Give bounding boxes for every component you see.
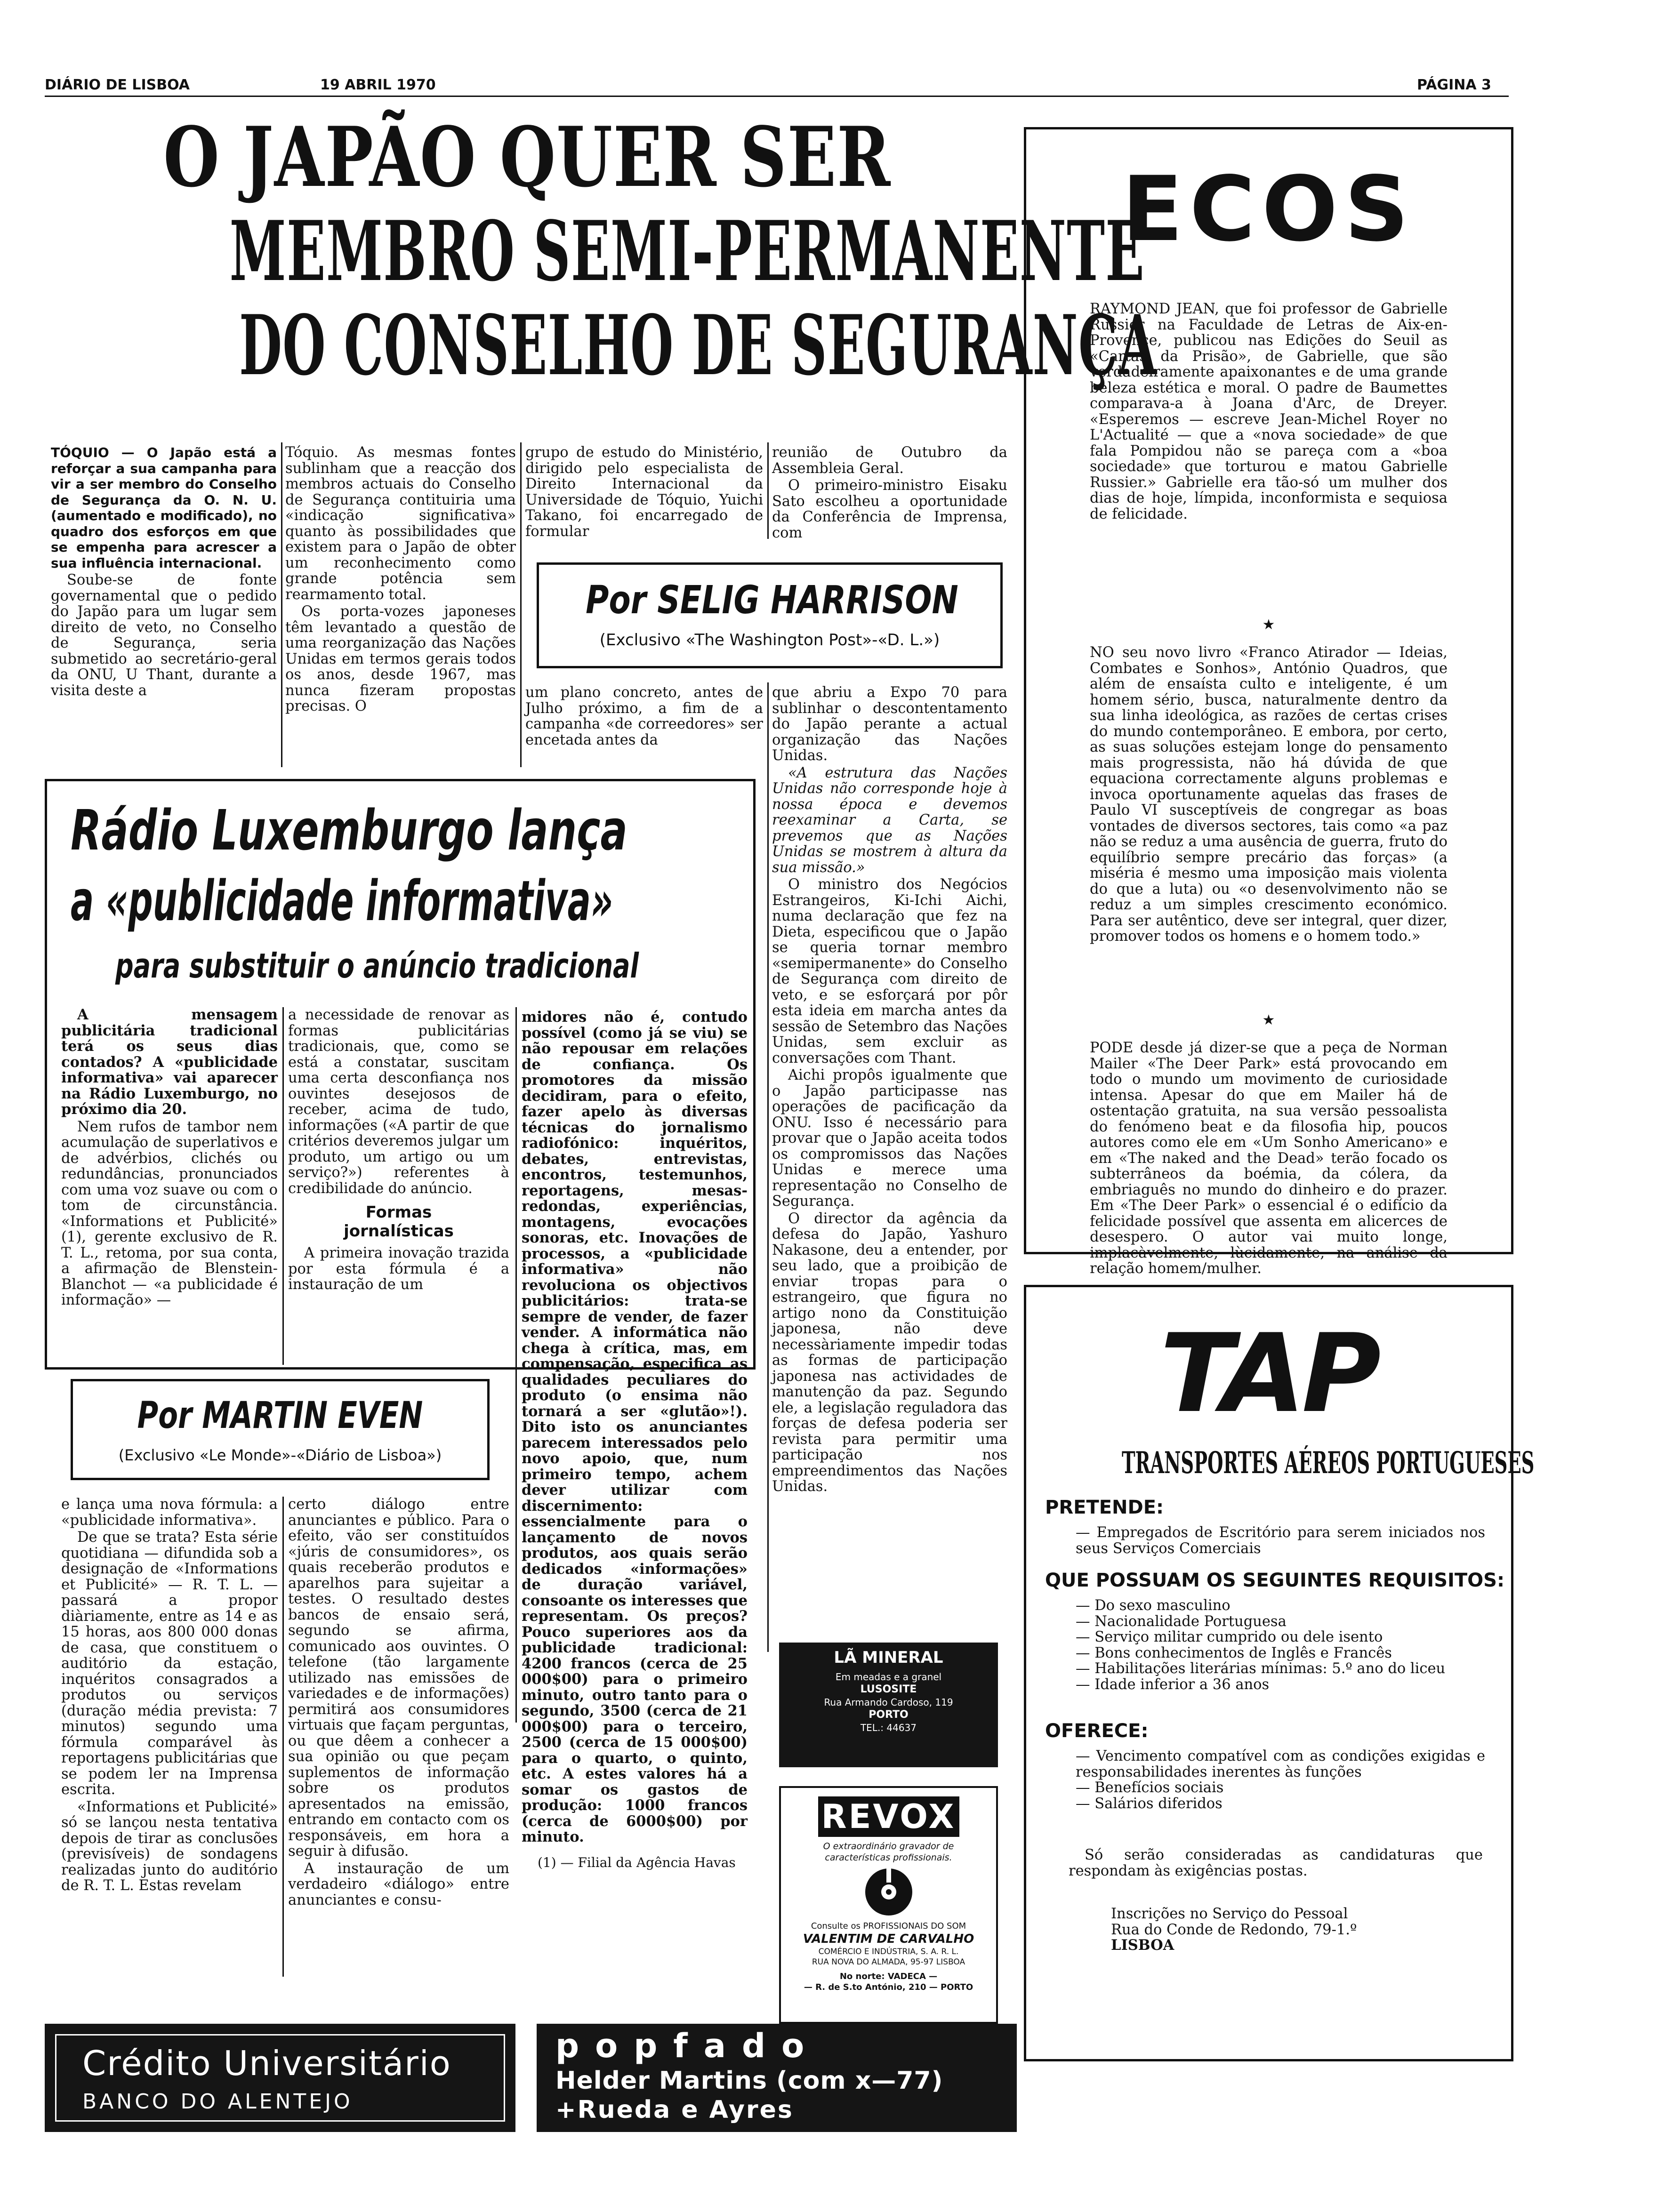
la-mineral-ad xyxy=(779,1643,998,1767)
main-col2-paragraph-2: Os porta-vozes japoneses têm levantado a questão de uma reorganização das Nações Unidas em termos gerais todos os anos, desde 1967, mas nunca fizeram propostas precisas. O xyxy=(285,603,516,714)
main-col4-quote: «A estrutura das Nações Unidas não corresponde hoje à nossa época e devemos reexaminar a Carta, se prevemos que as Nações Unidas se mostrem à altura da sua missão.» xyxy=(772,764,1007,876)
martin-even-byline-box xyxy=(71,1379,490,1480)
main-col4-bottom-p3: Aichi propôs igualmente que o Japão participasse nas operações de pacificação da ONU. Isso é necessário para provar que o Japão aceita todos os compromissos das Nações Unidas e merece uma representação no Conselho de Segurança. xyxy=(772,1067,1007,1210)
main-column-2 xyxy=(285,445,516,765)
headline-line-2: MEMBRO SEMI-PERMANENTE xyxy=(229,203,1145,300)
main-headline xyxy=(47,109,1158,394)
radio-lower-column-2 xyxy=(288,1497,509,1981)
ecos-title: ECOS xyxy=(1122,157,1416,261)
tap-oferece-heading: OFERECE: xyxy=(1045,1720,1149,1742)
credito-title: Crédito Universitário xyxy=(82,2044,451,2083)
ecos-item-3 xyxy=(1090,1040,1448,1277)
column-rule xyxy=(767,682,769,1652)
main-col1-paragraph: Soube-se de fonte governamental que o pedido do Japão para um lugar sem direito de veto, no Conselho de Segurança, seria submetido ao secretário-geral da ONU, U Thant, durante a visita deste a xyxy=(51,572,277,699)
radio-subhead-1: Formas xyxy=(365,1203,432,1222)
credito-bank: BANCO DO ALENTEJO xyxy=(82,2090,353,2114)
radio-col2-paragraph: a necessidade de renovar as formas publicitárias tradicionais, que, como se está a constatar, suscitam uma certa desconfiança nos ouvintes desejosos de receber, acima de tudo, informações («A partir de que critérios deveremos julgar um produto, um artigo ou um serviço?») referentes à credibilidade do anúncio. xyxy=(288,1007,509,1197)
column-rule xyxy=(515,1007,517,1723)
main-col4-bottom-p1: que abriu a Expo 70 para sublinhar o descontentamento do Japão perante a actual organização das Nações Unidas. xyxy=(772,684,1007,764)
radio-footnote: (1) — Filial da Agência Havas xyxy=(538,1854,736,1870)
main-column-4-top xyxy=(772,444,1007,541)
radio-column-1 xyxy=(61,1007,278,1365)
tap-requisitos-list xyxy=(1076,1598,1485,1711)
tap-req-item: — Idade inferior a 36 anos xyxy=(1076,1676,1270,1693)
revox-tagline-2: características profissionais. xyxy=(825,1852,952,1863)
main-col3-bottom-text: um plano concreto, antes de Julho próximo, a fim de a campanha «de correedores» ser encetada antes da xyxy=(525,684,763,748)
tap-address xyxy=(1111,1906,1469,1963)
revox-line: No norte: VADECA — xyxy=(839,1972,938,1981)
radio-subhead-2: jornalísticas xyxy=(344,1222,454,1241)
radio-column-3 xyxy=(522,1009,748,1870)
revox-reel-icon xyxy=(861,1866,917,1918)
popfado-title: popfado xyxy=(555,2027,820,2065)
headline-line-1: O JAPÃO QUER SER xyxy=(163,109,891,206)
tap-address-line: LISBOA xyxy=(1111,1937,1174,1954)
radio-lower-col1-p2: De que se trata? Esta série quotidiana — difundida sob a designação de «Informations et Publicité» — R. T. L. — passará a propor diàriamente, entre as 14 e as 15 horas, aos 800 000 donas de casa, que constituem o auditório da estação, inquéritos consagrados a produtos ou serviços (duração média prevista: 7 minutos) segundo uma fórmula comparável às reportagens publicitárias que se podem ler na Imprensa escrita. xyxy=(61,1529,278,1798)
revox-logo: REVOX xyxy=(818,1796,959,1837)
tap-requisitos-heading: QUE POSSUAM OS SEGUINTES REQUISITOS: xyxy=(1045,1570,1504,1591)
selig-harrison-byline-box xyxy=(537,562,1003,668)
credito-universitario-ad xyxy=(45,2024,515,2132)
ecos-item-1-text: RAYMOND JEAN, que foi professor de Gabrielle Russier na Faculdade de Letras de Aix-en-Provence, publicou nas Edições do Seuil as «Cartas da Prisão», de Gabrielle, que são verdadeiramente apaixonantes e de uma grande beleza estética e moral. O padre de Baumettes comparava-a à Joana d'Arc, de Dreyer. «Esperemos — escreve Jean-Michel Royer no L'Actualité — que a «nova sociedade» de que fala Pompidou não se pareça com a «boa sociedade» que torturou e matou Gabrielle Russier.» Gabrielle era tão-só um mulher dos dias de hoje, límpida, inconformista e sequiosa de felicidade. xyxy=(1090,301,1448,522)
revox-tagline-1: O extraordinário gravador de xyxy=(823,1841,954,1851)
main-col2-paragraph-1: Tóquio. As mesmas fontes sublinham que a reacção dos membros actuais do Conselho de Segurança contituiria uma «indicação significativa» quanto às possibilidades que existem para o Japão de obter um reconhecimento como grande potência sem rearmamento total. xyxy=(285,444,516,603)
ecos-item-2 xyxy=(1090,645,1448,1002)
radio-lower-col2-p1: certo diálogo entre anunciantes e público. Para o efeito, vão ser constituídos «júris de consumidores», os quais receberão produtos e aparelhos para sujeitar a testes. O resultado destes bancos de ensaio será, segundo se afirma, comunicado aos ouvintes. O telefone (tão largamente utilizado nas emissões de variedades e de informações) permitirá aos consumidores virtuais que façam perguntas, ou que dêem a conhecer a sua opinião ou que peçam suplementos de informação sobre os produtos apresentados na emissão, entrando em contacto com os responsáveis, em hora a seguir à difusão. xyxy=(288,1496,509,1859)
radio-col3-paragraph: midores não é, contudo possível (como já se viu) se não repousar em relações de confiança. Os promotores da missão decidiram, para o efeito, fazer apelo às diversas técnicas do jornalismo radiofónico: inquéritos, debates, entrevistas, encontros, testemunhos, reportagens, mesas-redondas, experiências, montagens, evocações sonoras, etc. Inovações de processos, a «publicidade informativa» não revoluciona os objectivos publicitários: trata-se sempre de vender, de fazer vender. A informática não chega à crítica, mas, em compensação, especifica as qualidades peculiares do produto (o ensima não tornará a ser «glutão»!). Dito isto os anunciantes parecem interessados pelo novo apoio, que, num primeiro tempo, achem dever utilizar com discernimento: essencialmente para o lançamento de novos produtos, aos quais serão dedicados «informações» de duração variável, consoante os interesses que representam. Os preços? Pouco superiores aos da publicidade tradicional: 4200 francos (cerca de 25 000$00) para o primeiro minuto, outro tanto para o segundo, 3500 (cerca de 21 000$00) para o terceiro, 2500 (cerca de 15 000$00) para o quarto, o quinto, etc. A estes valores há a somar os gastos de produção: 1000 francos (cerca de 6000$00) por minuto. xyxy=(522,1009,748,1845)
revox-line: COMÉRCIO E INDÚSTRIA, S. A. R. L. xyxy=(818,1947,959,1956)
main-column-3-top xyxy=(525,444,763,540)
radio-col1-paragraph: Nem rufos de tambor nem acumulação de superlativos e de advérbios, clichés ou redundâncias, pronunciados com uma voz suave ou com o tom de circunstância. «Informations et Publicité» (1), gerente exclusivo de R. T. L., retoma, por sua conta, a afirmação de Blenstein-Blanchot — «a publicidade é informação» — xyxy=(61,1118,278,1308)
tap-req-item: — Bons conhecimentos de Inglês e Francês xyxy=(1076,1644,1392,1661)
tap-logo: TAP xyxy=(1160,1311,1377,1437)
radio-column-2 xyxy=(288,1007,509,1365)
paper-name: DIÁRIO DE LISBOA xyxy=(45,77,190,93)
byline-martin-source: (Exclusivo «Le Monde»-«Diário de Lisboa») xyxy=(118,1446,442,1464)
byline-martin-even: Por MARTIN EVEN xyxy=(137,1395,423,1437)
la-mineral-title: LÃ MINERAL xyxy=(834,1648,943,1667)
tap-pretende-heading: PRETENDE: xyxy=(1045,1497,1164,1518)
radio-headline-2: a «publicidade informativa» xyxy=(71,868,613,933)
page-number: PÁGINA 3 xyxy=(1417,77,1491,93)
main-col3-top-text: grupo de estudo do Ministério, dirigido pelo especialista de Direito Internacional da Universidade de Tóquio, Yuichi Takano, foi encarregado de formular xyxy=(525,444,763,540)
ecos-star-1: ★ xyxy=(1262,617,1275,633)
radio-col1-intro: A mensagem publicitária tradicional terá os seus dias contados? A «publicidade informativa» vai aparecer na Rádio Luxemburgo, no próximo dia 20. xyxy=(61,1006,278,1118)
tap-company: TRANSPORTES AÉREOS PORTUGUESES xyxy=(1122,1445,1535,1481)
la-mineral-line: Em meadas e a granel xyxy=(835,1671,942,1683)
tap-oferece-item: — Salários diferidos xyxy=(1076,1795,1223,1812)
radio-headline-1: Rádio Luxemburgo lança xyxy=(71,798,627,863)
radio-lower-col1-p3: «Informations et Publicité» só se lançou nesta tentativa depois de tirar as conclusões (previsíveis) de sondagens realizadas junto do auditório de R. T. L. Estas revelam xyxy=(61,1798,278,1894)
tap-address-line: Rua do Conde de Redondo, 79-1.º xyxy=(1111,1921,1357,1938)
main-lead: TÓQUIO — O Japão está a reforçar a sua campanha para vir a ser membro do Conselho de Segurança da O. N. U. (aumentado e modificado), no quadro dos esforços em que se empenha para acrescer a sua influência internacional. xyxy=(51,445,277,571)
revox-ad xyxy=(779,1786,998,2024)
column-rule xyxy=(281,442,282,767)
radio-lower-column-1 xyxy=(61,1497,278,1981)
tap-oferece-item: — Vencimento compatível com as condições exigidas e responsabilidades inerentes às funções xyxy=(1076,1748,1485,1780)
tap-req-item: — Habilitações literárias mínimas: 5.º ano do liceu xyxy=(1076,1660,1446,1677)
ecos-item-2-text: NO seu novo livro «Franco Atirador — Ideias, Combates e Sonhos», António Quadros, que além de ensaísta culto e inteligente, é um homem sério, busca, naturalmente dentro da sua linha ideológica, as razões de certas crises do mundo contemporâneo. E embora, por certo, as suas soluções estejam longe do pensamento mais progressista, não há dúvida de que equaciona correctamente alguns problemas e invoca oportunamente aquelas das frases de Paulo VI susceptíveis de congregar as boas vontades de diversos sectores, tais como «a paz não se reduz a uma ausência de guerra, fruto do equilíbrio sempre precário das forças» (a miséria é mesmo uma imposição mais violenta do que a luta) ou «o desenvolvimento não se reduz a um simples crescimento económico. Para ser autêntico, deve ser integral, quer dizer, promover todos os homens e o homem todo.» xyxy=(1090,644,1448,945)
radio-lower-col2-p2: A instauração de um verdadeiro «diálogo» entre anunciantes e consu- xyxy=(288,1860,509,1908)
headline-line-3: DO CONSELHO DE SEGURANÇA xyxy=(239,297,1158,394)
tap-req-item: — Do sexo masculino xyxy=(1076,1597,1231,1614)
la-mineral-line: PORTO xyxy=(869,1709,909,1721)
la-mineral-line: TEL.: 44637 xyxy=(860,1722,917,1733)
ecos-item-1 xyxy=(1090,301,1448,664)
main-col4-top-p1: reunião de Outubro da Assembleia Geral. xyxy=(772,444,1007,477)
column-rule xyxy=(282,1497,284,1977)
tap-oferece-item: — Benefícios sociais xyxy=(1076,1779,1224,1796)
main-column-3-bottom xyxy=(525,685,763,760)
tap-company-wrap xyxy=(1024,1445,1535,1482)
tap-note xyxy=(1069,1847,1483,1885)
issue-date: 19 ABRIL 1970 xyxy=(320,77,436,93)
tap-address-line: Inscrições no Serviço do Pessoal xyxy=(1111,1906,1348,1922)
tap-note-text: Só serão consideradas as candidaturas que respondam às exigências postas. xyxy=(1069,1847,1483,1879)
popfado-ad xyxy=(537,2024,1017,2132)
popfado-artist: Helder Martins (com x—77) xyxy=(555,2067,943,2095)
revox-line: — R. de S.to António, 210 — PORTO xyxy=(804,1982,973,1992)
column-rule xyxy=(520,442,522,767)
main-col4-bottom-p2: O ministro dos Negócios Estrangeiros, Ki-Ichi Aichi, numa declaração que fez na Dieta, especificou que o Japão se queria tornar membro «semipermanente» do Conselho de Segurança com direito de veto, e se esforçará por pôr esta ideia em marcha antes da sessão de Setembro das Nações Unidas, sem excluir as conversações com Thant. xyxy=(772,876,1007,1066)
radio-col2-paragraph-2: A primeira inovação trazida por esta fórmula é a instauração de um xyxy=(288,1245,509,1293)
revox-line: Consulte os PROFISSIONAIS DO SOM xyxy=(811,1921,966,1931)
header-rule xyxy=(45,96,1509,97)
revox-line: VALENTIM DE CARVALHO xyxy=(803,1932,974,1946)
byline-selig-source: (Exclusivo «The Washington Post»-«D. L.») xyxy=(599,631,940,649)
main-column-4-bottom xyxy=(772,685,1007,1645)
column-rule xyxy=(767,442,769,539)
radio-deck: para substituir o anúncio tradicional xyxy=(115,946,639,986)
la-mineral-line: Rua Armando Cardoso, 119 xyxy=(824,1697,953,1708)
tap-req-item: — Serviço militar cumprido ou dele isento xyxy=(1076,1629,1383,1645)
tap-pretende-text xyxy=(1076,1525,1485,1563)
tap-pretende-item: — Empregados de Escritório para serem iniciados nos seus Serviços Comerciais xyxy=(1076,1524,1485,1557)
main-col4-top-p2: O primeiro-ministro Eisaku Sato escolheu a oportunidade da Conferência de Imprensa, com xyxy=(772,477,1007,541)
revox-line: RUA NOVA DO ALMADA, 95-97 LISBOA xyxy=(812,1957,965,1967)
popfado-guests: +Rueda e Ayres xyxy=(555,2096,794,2124)
main-col4-bottom-p4: O director da agência da defesa do Japão, Yashuro Nakasone, deu a entender, por seu lado, que a proibição de enviar tropas para o estrangeiro, que figura no artigo nono da Constituição japonesa, não deve necessàriamente impedir todas as formas de participação japonesa nas actividades de manutenção da paz. Segundo ele, a legislação reguladora das forças de defesa poderia ser revista para permitir uma participação nos empreendimentos das Nações Unidas. xyxy=(772,1210,1007,1495)
ecos-star-2: ★ xyxy=(1262,1012,1275,1028)
tap-req-item: — Nacionalidade Portuguesa xyxy=(1076,1613,1287,1630)
byline-selig-harrison: Por SELIG HARRISON xyxy=(586,578,958,623)
column-rule xyxy=(282,1007,284,1365)
ecos-item-3-text: PODE desde já dizer-se que a peça de Norman Mailer «The Deer Park» está provocando em todo o mundo um movimento de curiosidade intensa. Apesar do que em Mailer há de ostentação gratuita, na sua versão pessoalista do fenómeno beat e da filosofia hip, poucos autores como ele em «Um Sonho Americano» e em «The naked and the Dead» terão focado os subterrâneos da boémia, da cólera, da embriaguês no mundo do dinheiro e do prazer. Em «The Deer Park» o essencial é o edifício da felicidade possível que assenta em alicerces de desespero. O autor vai muito longe, implacàvelmente, lùcidamente, na análise da relação homem/mulher. xyxy=(1090,1040,1448,1277)
la-mineral-line: LUSOSITE xyxy=(860,1683,917,1695)
main-column-1 xyxy=(51,445,277,807)
radio-lower-col1-p1: e lança uma nova fórmula: a «publicidade informativa». xyxy=(61,1496,278,1529)
tap-oferece-list xyxy=(1076,1748,1485,1833)
